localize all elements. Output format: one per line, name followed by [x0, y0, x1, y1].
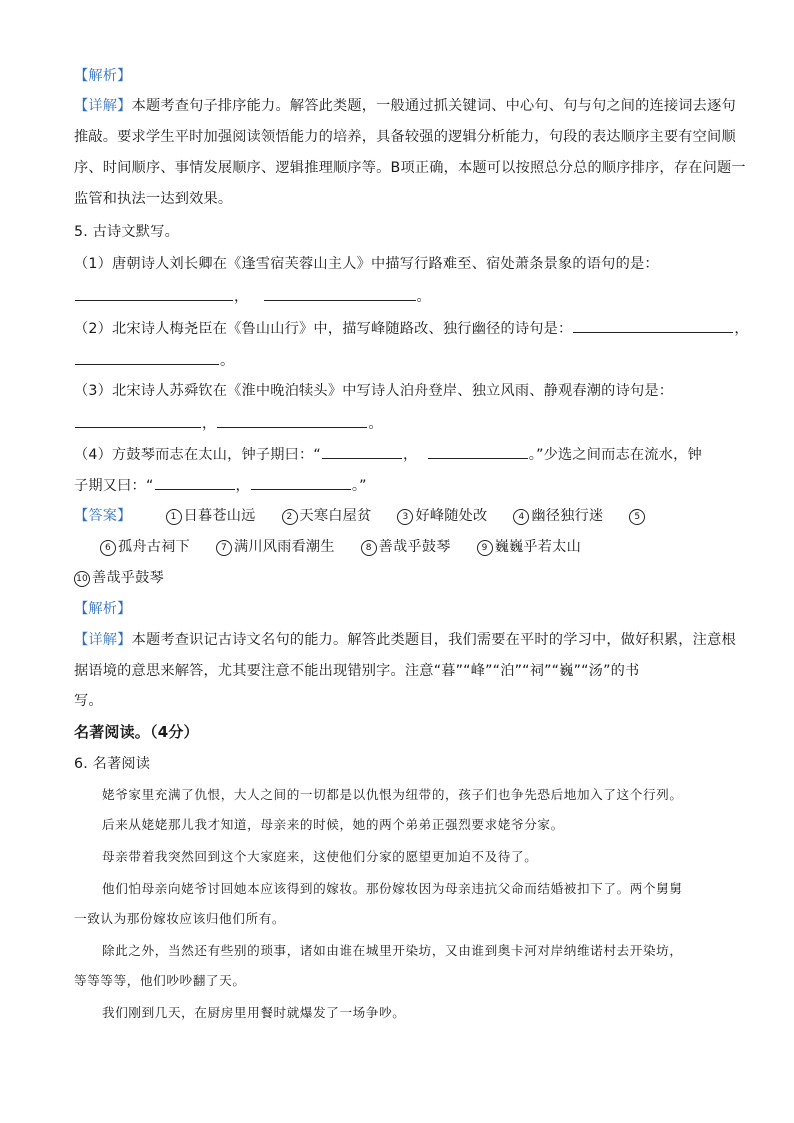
q4-detail-line-3: 序、时间顺序、事情发展顺序、逻辑推理顺序等。B项正确，本题可以按照总分总的顺序排序，存在问题一: [74, 160, 746, 176]
q4-analysis-heading: [74, 66, 132, 86]
q5-detail-line-3: 写。: [74, 693, 103, 709]
answer-blank[interactable]: [217, 413, 367, 428]
answer-blank[interactable]: [428, 444, 528, 459]
number-circle-9: 9: [477, 540, 493, 556]
answer-blank[interactable]: [573, 318, 733, 333]
passage-paragraph-5-line-2: 等等等等，他们吵吵翻了天。: [74, 973, 246, 988]
q5-item-2-prompt: （2）北宋诗人梅尧臣在《鲁山山行》中，描写峰随路改、独行幽径的诗句是： ，: [74, 318, 749, 339]
analysis-tag: 【解析】: [74, 601, 132, 617]
passage-paragraph-4-line-1: 他们怕母亲向姥爷讨回她本应该得到的嫁妆。那份嫁妆因为母亲违抗父命而结婚被扣下了。两个舅舅: [102, 881, 683, 896]
passage-paragraph-6: 我们刚到几天，在厨房里用餐时就爆发了一场争吵。: [102, 1005, 406, 1020]
q5-item-3-prompt: （3）北宋诗人苏舜钦在《淮中晚泊犊头》中写诗人泊舟登岸、独立风雨、静观春潮的诗句是：: [74, 383, 674, 399]
q5-analysis-heading: [74, 599, 132, 619]
q4-detail-line-1: 【详解】本题考查句子排序能力。解答此类题，一般通过抓关键词、中心句、句与句之间的连接词去逐句: [74, 98, 736, 114]
answer-blank[interactable]: [75, 350, 219, 365]
answer-blank[interactable]: [322, 444, 402, 459]
q5-answer-line-2: 6 孤舟古祠下 7 满川风雨看潮生 8 善哉乎鼓琴 9 巍巍乎若太山: [74, 537, 581, 557]
number-circle-6: 6: [100, 540, 116, 556]
passage-paragraph-4-line-2: 一致认为那份嫁妆应该归他们所有。: [74, 911, 286, 926]
q5-item-2-blanks: 。: [74, 350, 234, 371]
passage-paragraph-5-line-1: 除此之外，当然还有些别的琐事，诸如由谁在城里开染坊，又由谁到奥卡河对岸纳维诺村去开染坊，: [102, 943, 683, 958]
q5-item-4-line-1: （4）方鼓琴而志在太山，钟子期曰：“ ， 。”少选之间而志在流水，钟: [74, 444, 702, 465]
number-circle-8: 8: [361, 540, 377, 556]
q4-detail-line-2: 推敲。要求学生平时加强阅读领悟能力的培养，具备较强的逻辑分析能力，句段的表达顺序主要有空间顺: [74, 129, 736, 145]
q5-item-1-blanks: ， 。: [74, 286, 431, 307]
q5-detail-line-2: 据语境的意思来解答，尤其要注意不能出现错别字。注意“暮”“峰”“泊”“祠”“巍”“汤”的书: [74, 663, 640, 679]
q4-detail-line-4: 监管和执法一达到效果。: [74, 191, 233, 207]
q5-item-1-prompt: （1）唐朝诗人刘长卿在《逢雪宿芙蓉山主人》中描写行路难至、宿处萧条景象的语句的是：: [74, 256, 659, 272]
answer-tag: 【答案】: [74, 508, 132, 524]
q5-item-4-line-2: 子期又曰：“ ， 。”: [74, 475, 367, 496]
number-circle-2: 2: [282, 509, 298, 525]
number-circle-1: 1: [166, 509, 182, 525]
number-circle-4: 4: [513, 509, 529, 525]
answer-blank[interactable]: [75, 286, 233, 301]
section-heading: 名著阅读。（4分）: [74, 723, 199, 741]
detail-tag: 【详解】: [74, 632, 132, 648]
number-circle-5: 5: [629, 509, 645, 525]
q5-item-3-blanks: ， 。: [74, 413, 383, 434]
answer-blank[interactable]: [251, 475, 351, 490]
number-circle-3: 3: [397, 509, 413, 525]
passage-paragraph-3: 母亲带着我突然回到这个大家庭来，这使他们分家的愿望更加迫不及待了。: [102, 849, 538, 864]
q5-detail-line-1: 【详解】本题考查识记古诗文名句的能力。解答此类题目，我们需要在平时的学习中，做好积累，注意根: [74, 632, 736, 648]
q5-answer-line-3: 10 善哉乎鼓琴: [74, 568, 164, 588]
analysis-tag: 【解析】: [74, 68, 132, 84]
passage-paragraph-2: 后来从姥姥那儿我才知道，母亲来的时候，她的两个弟弟正强烈要求姥爷分家。: [102, 817, 564, 832]
q6-title: 6. 名著阅读: [74, 756, 151, 772]
passage-paragraph-1: 姥爷家里充满了仇恨，大人之间的一切都是以仇恨为纽带的，孩子们也争先恐后地加入了这个行列。: [102, 787, 683, 802]
q5-title: 5. 古诗文默写。: [74, 224, 179, 240]
number-circle-7: 7: [216, 540, 232, 556]
detail-tag: 【详解】: [74, 98, 132, 114]
answer-blank[interactable]: [75, 413, 201, 428]
answer-blank[interactable]: [264, 286, 416, 301]
number-circle-10: 10: [74, 571, 90, 587]
answer-blank[interactable]: [155, 475, 235, 490]
q5-answer-line-1: 【答案】 1 日暮苍山远 2 天寒白屋贫 3 好峰随处改 4 幽径独行迷 5: [74, 506, 647, 526]
